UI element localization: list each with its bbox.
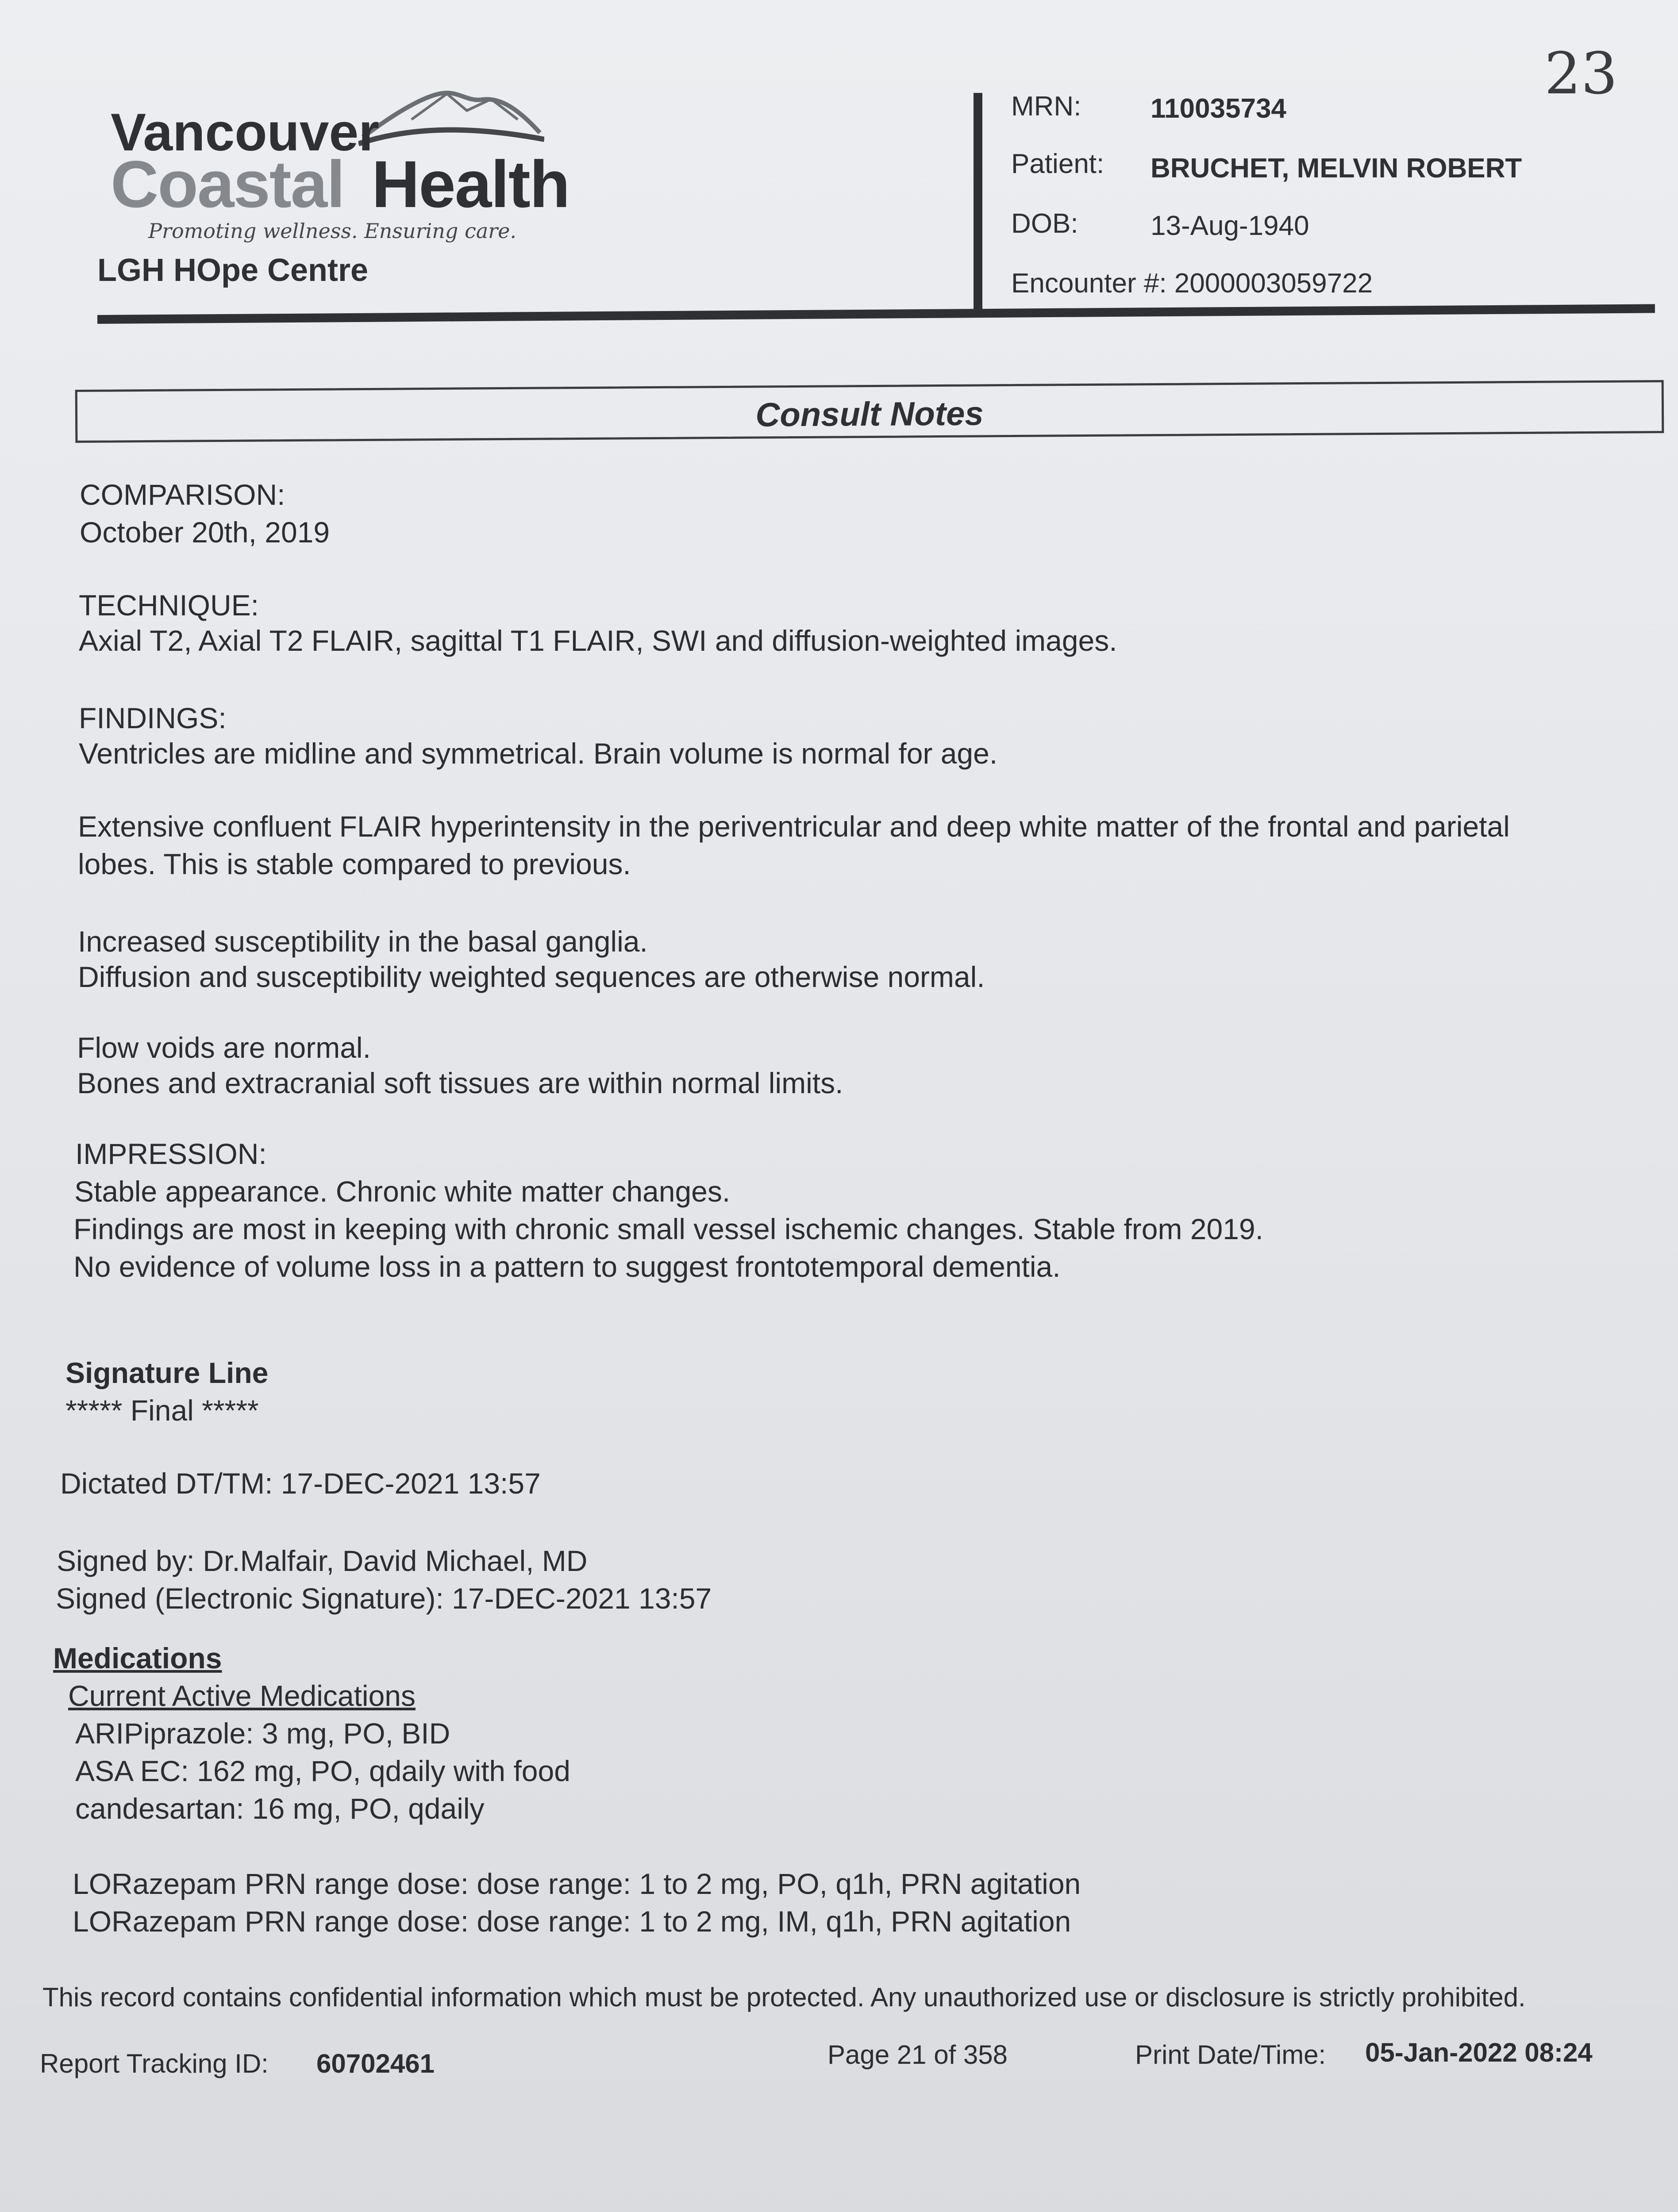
findings-line-4b: Bones and extracranial soft tissues are within normal limits.: [77, 1067, 843, 1099]
logo-health: Health: [372, 147, 570, 221]
medication-item: ARIPiprazole: 3 mg, PO, BID: [75, 1717, 450, 1750]
confidentiality-notice: This record contains confidential information which must be protected. Any unauthorized use or disclosure is strictly prohibited.: [42, 1982, 1526, 2012]
signature-status: ***** Final *****: [65, 1394, 259, 1427]
header-divider: [974, 93, 982, 310]
medication-item: ASA EC: 162 mg, PO, qdaily with food: [75, 1755, 570, 1787]
prn-medication-item: LORazepam PRN range dose: dose range: 1 to 2 mg, IM, q1h, PRN agitation: [73, 1905, 1071, 1938]
prn-medication-item: LORazepam PRN range dose: dose range: 1 to 2 mg, PO, q1h, PRN agitation: [73, 1867, 1081, 1900]
page-title: Consult Notes: [755, 395, 984, 434]
title-box: [75, 380, 1664, 443]
encounter-number: Encounter #: 2000003059722: [1011, 268, 1373, 299]
tracking-label: Report Tracking ID:: [40, 2049, 269, 2078]
mountain-logo-icon: [358, 84, 544, 146]
impression-heading: IMPRESSION:: [75, 1137, 267, 1170]
signed-by: Signed by: Dr.Malfair, David Michael, MD: [57, 1544, 588, 1577]
signature-heading: Signature Line: [65, 1356, 269, 1389]
comparison-text: October 20th, 2019: [80, 516, 330, 549]
print-datetime-label: Print Date/Time:: [1135, 2040, 1326, 2070]
impression-line-1: Stable appearance. Chronic white matter changes.: [74, 1175, 731, 1208]
findings-line-2a: Extensive confluent FLAIR hyperintensity in the periventricular and deep white matter of the frontal and parietal: [78, 810, 1510, 843]
findings-heading: FINDINGS:: [79, 702, 227, 734]
findings-line-1: Ventricles are midline and symmetrical. Brain volume is normal for age.: [79, 737, 998, 770]
findings-line-4a: Flow voids are normal.: [77, 1031, 371, 1064]
mrn-value: 110035734: [1151, 93, 1286, 124]
dob-value: 13-Aug-1940: [1151, 211, 1309, 241]
mrn-label: MRN:: [1011, 91, 1081, 122]
technique-heading: TECHNIQUE:: [79, 589, 259, 622]
header-rule: [97, 304, 1655, 324]
findings-line-3b: Diffusion and susceptibility weighted sequences are otherwise normal.: [78, 960, 985, 993]
technique-text: Axial T2, Axial T2 FLAIR, sagittal T1 FLAIR, SWI and diffusion-weighted images.: [79, 624, 1117, 657]
medication-item: candesartan: 16 mg, PO, qdaily: [75, 1792, 485, 1825]
logo-vancouver: Vancouver: [111, 103, 379, 162]
tracking-id: 60702461: [316, 2049, 435, 2078]
medications-heading: Medications: [53, 1642, 222, 1674]
site-name: LGH HOpe Centre: [97, 253, 369, 288]
current-medications-subheading: Current Active Medications: [68, 1679, 416, 1712]
dob-label: DOB:: [1011, 208, 1078, 239]
handwritten-page-number: 23: [1544, 40, 1618, 107]
logo-tagline: Promoting wellness. Ensuring care.: [148, 219, 517, 243]
findings-line-2b: lobes. This is stable compared to previous.: [78, 848, 631, 880]
logo-coastal: Coastal: [111, 147, 344, 221]
findings-line-3a: Increased susceptibility in the basal ganglia.: [78, 925, 648, 958]
impression-line-2: Findings are most in keeping with chronic small vessel ischemic changes. Stable from 2019.: [73, 1213, 1263, 1245]
patient-value: BRUCHET, MELVIN ROBERT: [1151, 153, 1522, 184]
comparison-heading: COMPARISON:: [80, 478, 285, 511]
page-number: Page 21 of 358: [827, 2040, 1008, 2070]
patient-label: Patient:: [1011, 149, 1105, 179]
signed-electronic: Signed (Electronic Signature): 17-DEC-2021 13:57: [56, 1582, 712, 1615]
dictated-datetime: Dictated DT/TM: 17-DEC-2021 13:57: [60, 1467, 541, 1500]
print-datetime-value: 05-Jan-2022 08:24: [1365, 2038, 1593, 2067]
impression-line-3: No evidence of volume loss in a pattern to suggest frontotemporal dementia.: [73, 1250, 1061, 1283]
